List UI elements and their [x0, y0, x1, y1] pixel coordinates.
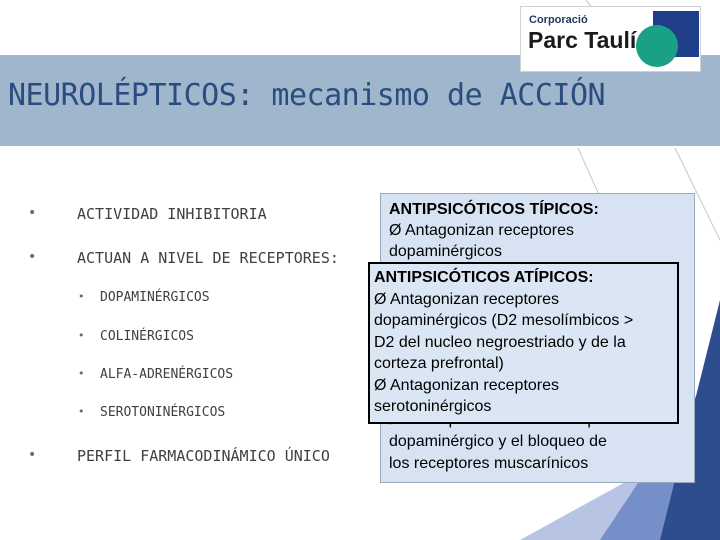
sub-item-dopaminergic: DOPAMINÉRGICOS: [100, 290, 210, 305]
sub-bullet-icon: •: [78, 367, 85, 380]
sub-bullet-icon: •: [78, 329, 85, 342]
page-title: NEUROLÉPTICOS: mecanismo de ACCIÓN: [8, 78, 606, 113]
typical-line-2: dopaminérgicos: [389, 243, 502, 260]
typical-line-1: Ø Antagonizan receptores: [389, 222, 575, 239]
atypical-line-4: corteza prefrontal): [374, 355, 504, 372]
bullet-icon: •: [28, 205, 37, 221]
bullet-receptors: ACTUAN A NIVEL DE RECEPTORES:: [77, 249, 339, 267]
sub-bullet-icon: •: [78, 405, 85, 418]
atypical-line-6: serotoninérgicos: [374, 398, 492, 415]
sub-item-alpha-adrenergic: ALFA-ADRENÉRGICOS: [100, 367, 234, 382]
typical-line-4: dopaminérgico y el bloqueo de: [389, 433, 607, 450]
sub-item-serotonergic: SEROTONINÉRGICOS: [100, 405, 226, 420]
atypical-heading: ANTIPSICÓTICOS ATÍPICOS:: [374, 269, 594, 286]
atypical-line-2: dopaminérgicos (D2 mesolímbicos >: [374, 312, 634, 329]
typical-heading: ANTIPSICÓTICOS TÍPICOS:: [389, 201, 599, 218]
atypical-line-1: Ø Antagonizan receptores: [374, 290, 560, 308]
atypical-line-5: Ø Antagonizan receptores: [374, 376, 560, 394]
logo-line-1: Corporació: [529, 14, 588, 26]
logo-circle-icon: [636, 25, 678, 67]
corporate-logo: [520, 6, 701, 72]
atypical-line-3: D2 del nucleo negroestriado y de la: [374, 333, 626, 351]
bullet-profile: PERFIL FARMACODINÁMICO ÚNICO: [77, 447, 330, 465]
typical-line-5: los receptores muscarínicos: [389, 455, 589, 472]
bullet-icon: •: [28, 447, 37, 463]
sub-item-cholinergic: COLINÉRGICOS: [100, 329, 194, 344]
bullet-activity: ACTIVIDAD INHIBITORIA: [77, 205, 267, 223]
bullet-icon: •: [28, 249, 37, 265]
sub-bullet-icon: •: [78, 290, 85, 303]
atypical-antipsychotics-box: [368, 262, 679, 424]
logo-line-2: Parc Taulí: [528, 27, 637, 53]
